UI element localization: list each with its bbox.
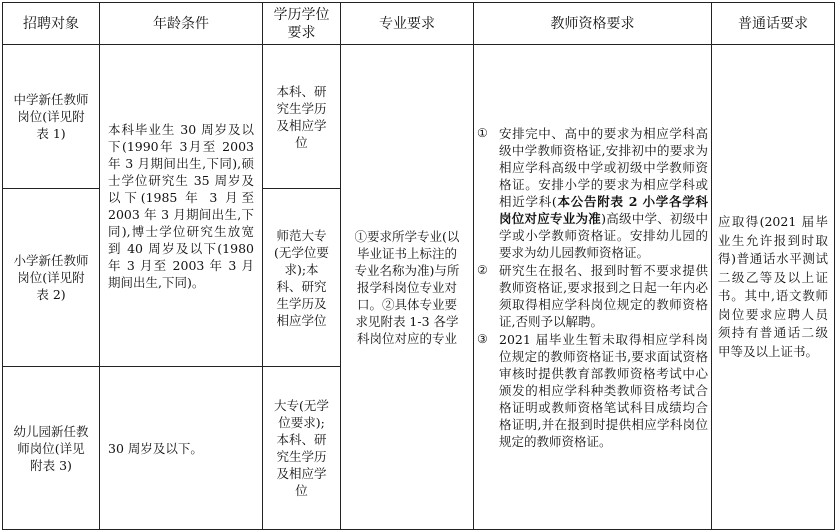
post-primary-school: 小学新任教师岗位(详见附表 2) bbox=[3, 189, 100, 367]
table-row bbox=[3, 45, 835, 189]
post-kindergarten: 幼儿园新任教师岗位(详见附表 3) bbox=[3, 367, 100, 530]
header-major: 专业要求 bbox=[341, 3, 474, 45]
header-post: 招聘对象 bbox=[3, 3, 100, 45]
post-middle-school: 中学新任教师岗位(详见附表 1) bbox=[3, 45, 100, 189]
header-age: 年龄条件 bbox=[100, 3, 263, 45]
qualification-item bbox=[477, 331, 708, 450]
age-condition-kindergarten: 30 周岁及以下。 bbox=[100, 367, 263, 530]
qualification-item-text bbox=[499, 125, 708, 261]
qualification-item-text: 2021 届毕业生暂未取得相应学科岗位规定的教师资格证书,要求面试资格审核时提供教育部教师资格考试中心颁发的相应学科种类教师资格考试合格证明或教师资格笔试科目成绩均合格证明,并在报到时提供相应学科岗位规定的教师资格证。 bbox=[499, 332, 708, 449]
header-mandarin: 普通话要求 bbox=[712, 3, 835, 45]
header-row bbox=[3, 3, 835, 45]
education-primary-school: 师范大专(无学位要求);本科、研究生学历及相应学位 bbox=[263, 189, 341, 367]
qualification-item-bold-text: 本公告附表 2 小学各学科岗位对应专业为准 bbox=[499, 194, 708, 226]
mandarin-requirement: 应取得(2021 届毕业生允许报到时取得)普通话水平测试二级乙等及以上证书。其中,语文教师岗位要求应聘人员须持有普通话二级甲等及以上证书。 bbox=[712, 45, 835, 530]
header-education: 学历学位要求 bbox=[263, 3, 341, 45]
qualification-item-number: ② bbox=[477, 263, 488, 277]
education-middle-school: 本科、研究生学历及相应学位 bbox=[263, 45, 341, 189]
qualification-item-number: ① bbox=[477, 126, 488, 140]
qualification-item bbox=[477, 125, 708, 261]
qualification-requirement bbox=[474, 45, 712, 530]
qualification-item-text-part: 安排完中、高中的要求为相应学科高级中学教师资格证,安排初中的要求为相应学科高级中学或初级中学教师资格证。安排小学的要求为相应学科或相近学科( bbox=[499, 126, 708, 209]
education-kindergarten: 大专(无学位要求);本科、研究生学历及相应学位 bbox=[263, 367, 341, 530]
qualification-item-text: 研究生在报名、报到时暂不要求提供教师资格证,要求报到之日起一年内必须取得相应学科岗位规定的教师资格证,否则予以解聘。 bbox=[499, 263, 708, 329]
age-condition-shared: 本科毕业生 30 周岁及以下(1990年 3月至 2003年 3 月期间出生,下同),硕士学位研究生 35 周岁及以下(1985 年 3 月至 2003 年 3 月期间出生,下同),博士学位研究生放宽到 40 周岁及以下(1980 年 3 月至 2003 年 3 月期间出生,下同)。 bbox=[100, 45, 263, 367]
major-requirement: ①要求所学专业(以毕业证书上标注的专业名称为准)与所报学科岗位专业对口。②具体专业要求见附表 1-3 各学科岗位对应的专业 bbox=[341, 45, 474, 530]
qualification-item-text-part: )高级中学、初级中学或小学教师资格证。安排幼儿园的要求为幼儿园教师资格证。 bbox=[499, 211, 708, 260]
qualification-item bbox=[477, 262, 708, 330]
header-qualification: 教师资格要求 bbox=[474, 3, 712, 45]
qualification-item-number: ③ bbox=[477, 332, 488, 346]
requirements-table bbox=[2, 2, 835, 530]
